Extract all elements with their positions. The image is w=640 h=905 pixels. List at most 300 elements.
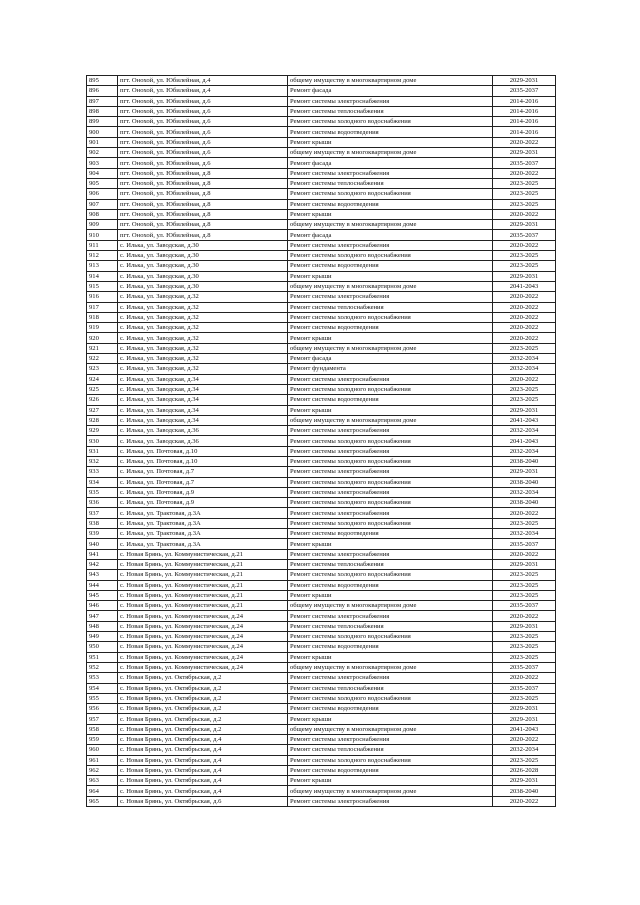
table-row — [87, 570, 556, 580]
table-row — [87, 436, 556, 446]
table-row — [87, 508, 556, 518]
row-number-cell: 903 — [87, 158, 118, 168]
row-number-cell: 952 — [87, 662, 118, 672]
period-cell: 2020-2022 — [493, 209, 556, 219]
period-cell: 2035-2037 — [493, 539, 556, 549]
table-row — [87, 487, 556, 497]
work-type-cell: Ремонт системы водоотведения — [288, 580, 493, 590]
period-cell: 2023-2025 — [493, 199, 556, 209]
work-type-cell: Ремонт системы холодного водоснабжения — [288, 456, 493, 466]
address-cell: пгт. Онохой, ул. Юбилейная, д.4 — [118, 86, 288, 96]
table-row — [87, 652, 556, 662]
table-row — [87, 302, 556, 312]
address-cell: с. Илька, ул. Почтовая, д.10 — [118, 456, 288, 466]
address-cell: пгт. Онохой, ул. Юбилейная, д.8 — [118, 209, 288, 219]
work-type-cell: общему имуществу в многоквартирном доме — [288, 281, 493, 291]
row-number-cell: 909 — [87, 220, 118, 230]
table-row — [87, 776, 556, 786]
work-type-cell: Ремонт системы электроснабжения — [288, 673, 493, 683]
period-cell: 2020-2022 — [493, 796, 556, 806]
period-cell: 2020-2022 — [493, 302, 556, 312]
row-number-cell: 921 — [87, 343, 118, 353]
row-number-cell: 963 — [87, 776, 118, 786]
work-type-cell: общему имуществу в многоквартирном доме — [288, 76, 493, 86]
address-cell: пгт. Онохой, ул. Юбилейная, д.6 — [118, 158, 288, 168]
period-cell: 2029-2031 — [493, 405, 556, 415]
period-cell: 2020-2022 — [493, 611, 556, 621]
address-cell: с. Илька, ул. Заводская, д.36 — [118, 436, 288, 446]
period-cell: 2041-2043 — [493, 436, 556, 446]
period-cell: 2026-2028 — [493, 765, 556, 775]
address-cell: с. Илька, ул. Заводская, д.32 — [118, 323, 288, 333]
work-type-cell: общему имуществу в многоквартирном доме — [288, 601, 493, 611]
table-row — [87, 714, 556, 724]
period-cell: 2029-2031 — [493, 467, 556, 477]
table-row — [87, 374, 556, 384]
work-type-cell: Ремонт системы водоотведения — [288, 261, 493, 271]
address-cell: с. Новая Брянь, ул. Октябрьская, д.4 — [118, 776, 288, 786]
table-row — [87, 312, 556, 322]
address-cell: с. Илька, ул. Почтовая, д.10 — [118, 446, 288, 456]
address-cell: с. Новая Брянь, ул. Коммунистическая, д.21 — [118, 559, 288, 569]
period-cell: 2023-2025 — [493, 652, 556, 662]
address-cell: с. Илька, ул. Почтовая, д.7 — [118, 477, 288, 487]
table-row — [87, 673, 556, 683]
address-cell: с. Новая Брянь, ул. Октябрьская, д.2 — [118, 683, 288, 693]
work-type-cell: Ремонт системы холодного водоснабжения — [288, 632, 493, 642]
work-type-cell: Ремонт системы теплоснабжения — [288, 621, 493, 631]
work-type-cell: Ремонт системы холодного водоснабжения — [288, 189, 493, 199]
row-number-cell: 944 — [87, 580, 118, 590]
address-cell: с. Новая Брянь, ул. Коммунистическая, д.21 — [118, 601, 288, 611]
address-cell: пгт. Онохой, ул. Юбилейная, д.6 — [118, 127, 288, 137]
row-number-cell: 926 — [87, 395, 118, 405]
row-number-cell: 916 — [87, 292, 118, 302]
row-number-cell: 901 — [87, 137, 118, 147]
period-cell: 2023-2025 — [493, 189, 556, 199]
period-cell: 2032-2034 — [493, 364, 556, 374]
row-number-cell: 956 — [87, 704, 118, 714]
work-type-cell: общему имуществу в многоквартирном доме — [288, 786, 493, 796]
period-cell: 2032-2034 — [493, 446, 556, 456]
period-cell: 2032-2034 — [493, 354, 556, 364]
period-cell: 2029-2031 — [493, 621, 556, 631]
period-cell: 2023-2025 — [493, 590, 556, 600]
row-number-cell: 900 — [87, 127, 118, 137]
row-number-cell: 897 — [87, 96, 118, 106]
period-cell: 2041-2043 — [493, 415, 556, 425]
work-type-cell: Ремонт системы холодного водоснабжения — [288, 312, 493, 322]
address-cell: с. Новая Брянь, ул. Коммунистическая, д.21 — [118, 590, 288, 600]
period-cell: 2041-2043 — [493, 724, 556, 734]
work-type-cell: Ремонт фасада — [288, 86, 493, 96]
address-cell: с. Новая Брянь, ул. Октябрьская, д.4 — [118, 786, 288, 796]
address-cell: пгт. Онохой, ул. Юбилейная, д.6 — [118, 106, 288, 116]
table-row — [87, 117, 556, 127]
address-cell: пгт. Онохой, ул. Юбилейная, д.8 — [118, 178, 288, 188]
period-cell: 2029-2031 — [493, 704, 556, 714]
address-cell: с. Новая Брянь, ул. Октябрьская, д.2 — [118, 724, 288, 734]
row-number-cell: 961 — [87, 755, 118, 765]
work-type-cell: Ремонт системы холодного водоснабжения — [288, 693, 493, 703]
table-row — [87, 549, 556, 559]
table-row — [87, 354, 556, 364]
period-cell: 2035-2037 — [493, 230, 556, 240]
table-row — [87, 127, 556, 137]
row-number-cell: 946 — [87, 601, 118, 611]
table-row — [87, 446, 556, 456]
repair-schedule-table — [86, 75, 556, 807]
address-cell: с. Илька, ул. Почтовая, д.9 — [118, 498, 288, 508]
period-cell: 2020-2022 — [493, 292, 556, 302]
period-cell: 2023-2025 — [493, 395, 556, 405]
row-number-cell: 928 — [87, 415, 118, 425]
period-cell: 2020-2022 — [493, 549, 556, 559]
address-cell: с. Новая Брянь, ул. Коммунистическая, д.24 — [118, 662, 288, 672]
address-cell: с. Новая Брянь, ул. Коммунистическая, д.24 — [118, 652, 288, 662]
work-type-cell: Ремонт системы электроснабжения — [288, 240, 493, 250]
work-type-cell: Ремонт крыши — [288, 590, 493, 600]
period-cell: 2023-2025 — [493, 518, 556, 528]
work-type-cell: Ремонт системы электроснабжения — [288, 735, 493, 745]
table-row — [87, 755, 556, 765]
row-number-cell: 907 — [87, 199, 118, 209]
work-type-cell: Ремонт системы электроснабжения — [288, 96, 493, 106]
address-cell: с. Илька, ул. Заводская, д.30 — [118, 271, 288, 281]
work-type-cell: Ремонт системы водоотведения — [288, 199, 493, 209]
period-cell: 2020-2022 — [493, 240, 556, 250]
table-row — [87, 467, 556, 477]
work-type-cell: Ремонт фасада — [288, 158, 493, 168]
work-type-cell: Ремонт системы электроснабжения — [288, 487, 493, 497]
work-type-cell: Ремонт крыши — [288, 271, 493, 281]
row-number-cell: 950 — [87, 642, 118, 652]
period-cell: 2029-2031 — [493, 271, 556, 281]
work-type-cell: общему имуществу в многоквартирном доме — [288, 724, 493, 734]
table-row — [87, 724, 556, 734]
address-cell: с. Новая Брянь, ул. Октябрьская, д.2 — [118, 714, 288, 724]
table-row — [87, 529, 556, 539]
row-number-cell: 960 — [87, 745, 118, 755]
table-row — [87, 704, 556, 714]
table-row — [87, 364, 556, 374]
row-number-cell: 933 — [87, 467, 118, 477]
work-type-cell: Ремонт системы холодного водоснабжения — [288, 117, 493, 127]
table-row — [87, 415, 556, 425]
period-cell: 2029-2031 — [493, 559, 556, 569]
table-row — [87, 271, 556, 281]
table-row — [87, 220, 556, 230]
period-cell: 2020-2022 — [493, 137, 556, 147]
address-cell: с. Новая Брянь, ул. Октябрьская, д.4 — [118, 745, 288, 755]
period-cell: 2023-2025 — [493, 693, 556, 703]
period-cell: 2029-2031 — [493, 148, 556, 158]
work-type-cell: Ремонт системы водоотведения — [288, 323, 493, 333]
row-number-cell: 895 — [87, 76, 118, 86]
period-cell: 2023-2025 — [493, 632, 556, 642]
table-row — [87, 580, 556, 590]
work-type-cell: Ремонт системы теплоснабжения — [288, 302, 493, 312]
table-row — [87, 786, 556, 796]
table-row — [87, 251, 556, 261]
table-row — [87, 796, 556, 806]
work-type-cell: Ремонт крыши — [288, 539, 493, 549]
period-cell: 2035-2037 — [493, 683, 556, 693]
address-cell: с. Новая Брянь, ул. Коммунистическая, д.21 — [118, 580, 288, 590]
row-number-cell: 914 — [87, 271, 118, 281]
work-type-cell: Ремонт крыши — [288, 652, 493, 662]
address-cell: с. Новая Брянь, ул. Коммунистическая, д.21 — [118, 570, 288, 580]
row-number-cell: 932 — [87, 456, 118, 466]
work-type-cell: Ремонт системы электроснабжения — [288, 374, 493, 384]
address-cell: с. Илька, ул. Заводская, д.32 — [118, 354, 288, 364]
table-row — [87, 137, 556, 147]
period-cell: 2023-2025 — [493, 178, 556, 188]
address-cell: с. Илька, ул. Заводская, д.36 — [118, 426, 288, 436]
table-row — [87, 477, 556, 487]
row-number-cell: 958 — [87, 724, 118, 734]
work-type-cell: Ремонт системы электроснабжения — [288, 508, 493, 518]
period-cell: 2035-2037 — [493, 601, 556, 611]
work-type-cell: Ремонт системы электроснабжения — [288, 446, 493, 456]
row-number-cell: 920 — [87, 333, 118, 343]
period-cell: 2020-2022 — [493, 374, 556, 384]
address-cell: пгт. Онохой, ул. Юбилейная, д.8 — [118, 199, 288, 209]
address-cell: с. Новая Брянь, ул. Октябрьская, д.2 — [118, 693, 288, 703]
work-type-cell: Ремонт системы электроснабжения — [288, 611, 493, 621]
work-type-cell: Ремонт крыши — [288, 405, 493, 415]
work-type-cell: Ремонт системы холодного водоснабжения — [288, 518, 493, 528]
row-number-cell: 902 — [87, 148, 118, 158]
period-cell: 2023-2025 — [493, 570, 556, 580]
period-cell: 2020-2022 — [493, 168, 556, 178]
work-type-cell: Ремонт системы электроснабжения — [288, 168, 493, 178]
table-row — [87, 601, 556, 611]
period-cell: 2032-2034 — [493, 487, 556, 497]
work-type-cell: Ремонт системы теплоснабжения — [288, 178, 493, 188]
row-number-cell: 934 — [87, 477, 118, 487]
table-row — [87, 168, 556, 178]
row-number-cell: 935 — [87, 487, 118, 497]
row-number-cell: 911 — [87, 240, 118, 250]
address-cell: с. Илька, ул. Заводская, д.30 — [118, 240, 288, 250]
address-cell: с. Илька, ул. Трактовая, д.3А — [118, 508, 288, 518]
row-number-cell: 899 — [87, 117, 118, 127]
period-cell: 2038-2040 — [493, 456, 556, 466]
table-row — [87, 539, 556, 549]
table-row — [87, 343, 556, 353]
address-cell: с. Илька, ул. Заводская, д.32 — [118, 343, 288, 353]
row-number-cell: 922 — [87, 354, 118, 364]
period-cell: 2038-2040 — [493, 498, 556, 508]
address-cell: с. Илька, ул. Заводская, д.32 — [118, 312, 288, 322]
address-cell: пгт. Онохой, ул. Юбилейная, д.4 — [118, 76, 288, 86]
row-number-cell: 904 — [87, 168, 118, 178]
work-type-cell: Ремонт системы электроснабжения — [288, 292, 493, 302]
row-number-cell: 964 — [87, 786, 118, 796]
period-cell: 2029-2031 — [493, 220, 556, 230]
address-cell: с. Илька, ул. Заводская, д.32 — [118, 302, 288, 312]
address-cell: с. Илька, ул. Трактовая, д.3А — [118, 539, 288, 549]
table-row — [87, 642, 556, 652]
table-row — [87, 426, 556, 436]
period-cell: 2014-2016 — [493, 127, 556, 137]
work-type-cell: Ремонт системы водоотведения — [288, 127, 493, 137]
address-cell: с. Илька, ул. Заводская, д.30 — [118, 261, 288, 271]
work-type-cell: Ремонт системы холодного водоснабжения — [288, 570, 493, 580]
address-cell: с. Илька, ул. Заводская, д.32 — [118, 292, 288, 302]
address-cell: пгт. Онохой, ул. Юбилейная, д.8 — [118, 189, 288, 199]
table-row — [87, 611, 556, 621]
row-number-cell: 910 — [87, 230, 118, 240]
work-type-cell: Ремонт системы водоотведения — [288, 704, 493, 714]
row-number-cell: 917 — [87, 302, 118, 312]
table-row — [87, 86, 556, 96]
period-cell: 2035-2037 — [493, 158, 556, 168]
table-row — [87, 76, 556, 86]
table-row — [87, 498, 556, 508]
address-cell: с. Илька, ул. Заводская, д.34 — [118, 384, 288, 394]
address-cell: пгт. Онохой, ул. Юбилейная, д.6 — [118, 137, 288, 147]
work-type-cell: Ремонт крыши — [288, 776, 493, 786]
row-number-cell: 942 — [87, 559, 118, 569]
row-number-cell: 962 — [87, 765, 118, 775]
period-cell: 2020-2022 — [493, 508, 556, 518]
period-cell: 2038-2040 — [493, 477, 556, 487]
table-row — [87, 395, 556, 405]
work-type-cell: Ремонт системы холодного водоснабжения — [288, 436, 493, 446]
address-cell: пгт. Онохой, ул. Юбилейная, д.8 — [118, 230, 288, 240]
row-number-cell: 965 — [87, 796, 118, 806]
work-type-cell: Ремонт крыши — [288, 714, 493, 724]
row-number-cell: 954 — [87, 683, 118, 693]
period-cell: 2032-2034 — [493, 529, 556, 539]
address-cell: с. Новая Брянь, ул. Коммунистическая, д.24 — [118, 632, 288, 642]
row-number-cell: 943 — [87, 570, 118, 580]
table-row — [87, 158, 556, 168]
table-row — [87, 261, 556, 271]
table-row — [87, 693, 556, 703]
row-number-cell: 908 — [87, 209, 118, 219]
work-type-cell: Ремонт системы водоотведения — [288, 395, 493, 405]
period-cell: 2029-2031 — [493, 76, 556, 86]
row-number-cell: 936 — [87, 498, 118, 508]
period-cell: 2035-2037 — [493, 662, 556, 672]
period-cell: 2041-2043 — [493, 281, 556, 291]
table-row — [87, 281, 556, 291]
address-cell: с. Новая Брянь, ул. Коммунистическая, д.24 — [118, 642, 288, 652]
table-row — [87, 178, 556, 188]
work-type-cell: Ремонт крыши — [288, 209, 493, 219]
address-cell: пгт. Онохой, ул. Юбилейная, д.8 — [118, 168, 288, 178]
row-number-cell: 938 — [87, 518, 118, 528]
row-number-cell: 906 — [87, 189, 118, 199]
table-row — [87, 209, 556, 219]
row-number-cell: 913 — [87, 261, 118, 271]
row-number-cell: 919 — [87, 323, 118, 333]
table-row — [87, 456, 556, 466]
work-type-cell: Ремонт системы теплоснабжения — [288, 106, 493, 116]
table-row — [87, 735, 556, 745]
table-row — [87, 292, 556, 302]
row-number-cell: 905 — [87, 178, 118, 188]
work-type-cell: Ремонт системы теплоснабжения — [288, 559, 493, 569]
period-cell: 2032-2034 — [493, 426, 556, 436]
address-cell: с. Новая Брянь, ул. Октябрьская, д.6 — [118, 796, 288, 806]
period-cell: 2023-2025 — [493, 755, 556, 765]
work-type-cell: Ремонт системы водоотведения — [288, 642, 493, 652]
period-cell: 2029-2031 — [493, 714, 556, 724]
row-number-cell: 941 — [87, 549, 118, 559]
table-row — [87, 230, 556, 240]
address-cell: с. Новая Брянь, ул. Коммунистическая, д.21 — [118, 549, 288, 559]
table-row — [87, 189, 556, 199]
work-type-cell: общему имуществу в многоквартирном доме — [288, 343, 493, 353]
period-cell: 2020-2022 — [493, 333, 556, 343]
row-number-cell: 949 — [87, 632, 118, 642]
row-number-cell: 915 — [87, 281, 118, 291]
work-type-cell: Ремонт системы водоотведения — [288, 529, 493, 539]
address-cell: с. Новая Брянь, ул. Октябрьская, д.2 — [118, 673, 288, 683]
row-number-cell: 945 — [87, 590, 118, 600]
table-row — [87, 384, 556, 394]
row-number-cell: 927 — [87, 405, 118, 415]
period-cell: 2020-2022 — [493, 735, 556, 745]
table-row — [87, 199, 556, 209]
period-cell: 2023-2025 — [493, 343, 556, 353]
period-cell: 2023-2025 — [493, 580, 556, 590]
table-row — [87, 683, 556, 693]
period-cell: 2029-2031 — [493, 776, 556, 786]
row-number-cell: 923 — [87, 364, 118, 374]
work-type-cell: Ремонт системы холодного водоснабжения — [288, 498, 493, 508]
row-number-cell: 939 — [87, 529, 118, 539]
address-cell: с. Новая Брянь, ул. Коммунистическая, д.24 — [118, 621, 288, 631]
row-number-cell: 898 — [87, 106, 118, 116]
address-cell: с. Новая Брянь, ул. Октябрьская, д.4 — [118, 765, 288, 775]
work-type-cell: Ремонт крыши — [288, 137, 493, 147]
work-type-cell: Ремонт системы теплоснабжения — [288, 683, 493, 693]
row-number-cell: 896 — [87, 86, 118, 96]
work-type-cell: Ремонт системы холодного водоснабжения — [288, 755, 493, 765]
row-number-cell: 953 — [87, 673, 118, 683]
period-cell: 2020-2022 — [493, 323, 556, 333]
period-cell: 2032-2034 — [493, 745, 556, 755]
table-row — [87, 765, 556, 775]
period-cell: 2014-2016 — [493, 117, 556, 127]
row-number-cell: 955 — [87, 693, 118, 703]
table-body — [87, 76, 556, 807]
table-row — [87, 240, 556, 250]
work-type-cell: Ремонт фасада — [288, 354, 493, 364]
row-number-cell: 959 — [87, 735, 118, 745]
row-number-cell: 925 — [87, 384, 118, 394]
table-row — [87, 559, 556, 569]
work-type-cell: Ремонт системы электроснабжения — [288, 549, 493, 559]
address-cell: с. Илька, ул. Заводская, д.34 — [118, 405, 288, 415]
address-cell: с. Новая Брянь, ул. Октябрьская, д.4 — [118, 735, 288, 745]
work-type-cell: Ремонт системы холодного водоснабжения — [288, 251, 493, 261]
address-cell: с. Илька, ул. Заводская, д.30 — [118, 251, 288, 261]
work-type-cell: Ремонт системы электроснабжения — [288, 467, 493, 477]
address-cell: пгт. Онохой, ул. Юбилейная, д.6 — [118, 96, 288, 106]
row-number-cell: 940 — [87, 539, 118, 549]
work-type-cell: Ремонт фундамента — [288, 364, 493, 374]
row-number-cell: 937 — [87, 508, 118, 518]
row-number-cell: 930 — [87, 436, 118, 446]
table-row — [87, 632, 556, 642]
address-cell: с. Илька, ул. Трактовая, д.3А — [118, 518, 288, 528]
